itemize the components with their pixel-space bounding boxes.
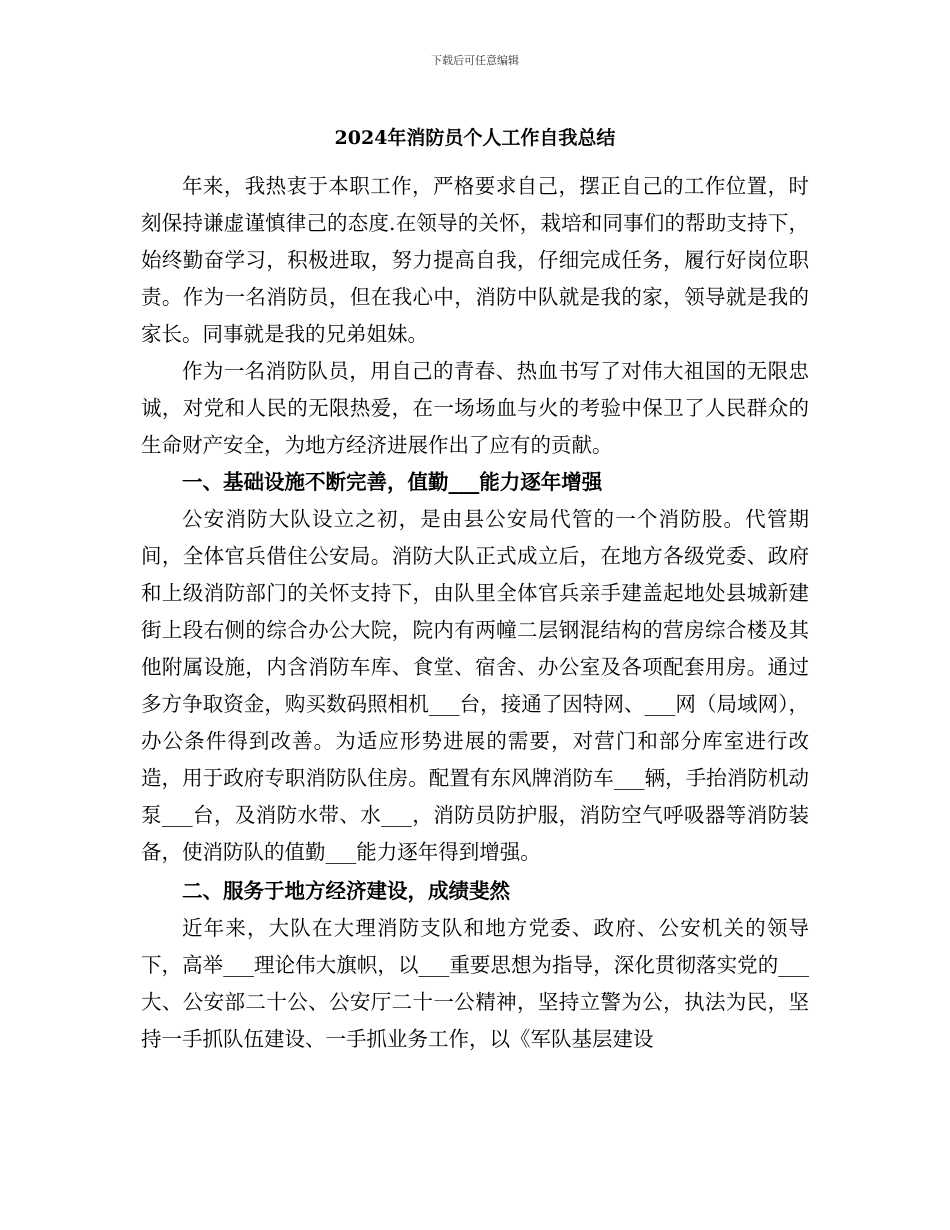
paragraph-economic-service: 近年来，大队在大理消防支队和地方党委、政府、公安机关的领导下，高举___理论伟大旗帜，以___重要思想为指导，深化贯彻落实党的___大、公安部二十公、公安厅二十一公精神，坚持立警为公，执法为民，坚持一手抓队伍建设、一手抓业务工作，以《军队基层建设 bbox=[141, 916, 809, 1051]
page-header: 下载后可任意编辑 bbox=[431, 54, 519, 67]
document-title: 2024年消防员个人工作自我总结 bbox=[334, 127, 616, 149]
paragraph-dedication: 作为一名消防队员，用自己的青春、热血书写了对伟大祖国的无限忠诚，对党和人民的无限热爱，在一场场血与火的考验中保卫了人民群众的生命财产安全，为地方经济进展作出了应有的贡献。 bbox=[141, 359, 809, 457]
paragraph-infrastructure: 公安消防大队设立之初，是由县公安局代管的一个消防股。代管期间，全体官兵借住公安局。消防大队正式成立后，在地方各级党委、政府和上级消防部门的关怀支持下，由队里全体官兵亲手建盖起地处县城新建街上段右侧的综合办公大院，院内有两幢二层钢混结构的营房综合楼及其他附属设施，内含消防车库、食堂、宿舍、办公室及各项配套用房。通过多方争取资金，购买数码照相机___台，接通了因特网、___网（局域网），办公条件得到改善。为适应形势进展的需要，对营门和部分库室进行改造，用于政府专职消防队住房。配置有东风牌消防车___辆，手抬消防机动泵___台，及消防水带、水___，消防员防护服，消防空气呼吸器等消防装备，使消防队的值勤___能力逐年得到增强。 bbox=[141, 507, 809, 864]
paragraph-intro: 年来，我热衷于本职工作，严格要求自己，摆正自己的工作位置，时刻保持谦虚谨慎律己的态度.在领导的关怀，栽培和同事们的帮助支持下，始终勤奋学习，积极进取，努力提高自我，仔细完成任务，履行好岗位职责。作为一名消防员，但在我心中，消防中队就是我的家，领导就是我的家长。同事就是我的兄弟姐妹。 bbox=[141, 174, 809, 346]
document-body bbox=[141, 168, 809, 1058]
section-heading-2: 二、服务于地方经济建设，成绩斐然 bbox=[182, 879, 510, 903]
section-heading-1: 一、基础设施不断完善，值勤___能力逐年增强 bbox=[182, 470, 603, 494]
